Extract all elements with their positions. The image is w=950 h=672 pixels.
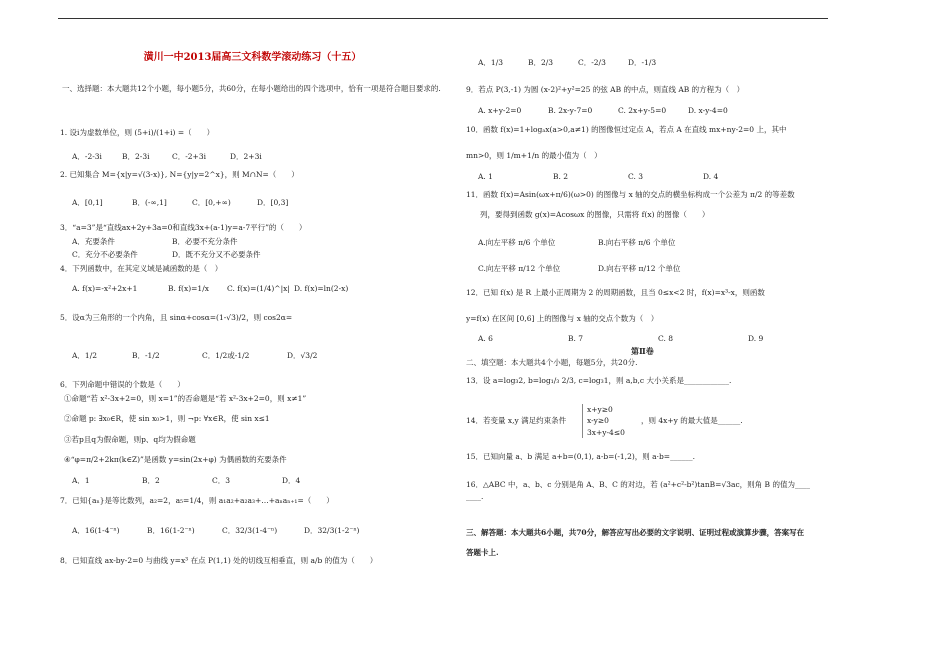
q12-option-d: D. 9 (748, 334, 764, 343)
q7-option-a: A．16(1-4⁻ⁿ) (72, 526, 120, 535)
q13: 13．设 a=log₃2, b=log₁/₃ 2/3, c=log₃1，则 a,b,c 大小关系是____________. (466, 376, 732, 385)
q6-item-4: ④“φ=π/2+2kπ(k∈Z)”是函数 y=sin(2x+φ) 为偶函数的充要条件 (64, 455, 287, 464)
q12-option-a: A. 6 (478, 334, 493, 343)
q12-stem-1: 12．已知 f(x) 是 R 上最小正周期为 2 的周期函数，且当 0≤x<2 时，f(x)=x³-x，则函数 (466, 288, 765, 297)
q8-option-a: A．1/3 (478, 58, 503, 67)
q1-option-d: D．2+3i (230, 152, 262, 161)
part-two-heading: 第Ⅱ卷 (631, 346, 654, 356)
q11-option-a: A.向左平移 π/6 个单位 (478, 238, 556, 247)
q5-option-c: C．1/2或-1/2 (202, 351, 250, 360)
q10-option-b: B. 2 (553, 172, 569, 181)
q4-option-d: D. f(x)=ln(2-x) (294, 284, 349, 293)
q3-option-b: B．必要不充分条件 (172, 237, 238, 246)
q11-option-c: C.向左平移 π/12 个单位 (478, 264, 561, 273)
q11-stem-2: 列，要得到函数 g(x)=Acosωx 的图像，只需将 f(x) 的图像（ ） (480, 210, 710, 219)
q2-option-d: D．[0,3] (257, 198, 289, 207)
q14-conditions (582, 404, 625, 438)
q4-option-a: A. f(x)=-x²+2x+1 (72, 284, 138, 293)
q6-option-b: B．2 (142, 476, 160, 485)
q14-tail: ，则 4x+y 的最大值是______. (641, 416, 743, 425)
q8-option-c: C．-2/3 (578, 58, 606, 67)
q9-option-d: D. x-y-4=0 (688, 106, 728, 115)
q14-cond-3: 3x+y-4≤0 (587, 427, 625, 437)
q9-option-a: A. x+y-2=0 (478, 106, 522, 115)
q4-stem: 4．下列函数中，在其定义域是减函数的是（ ） (60, 264, 223, 273)
q8-option-d: D．-1/3 (628, 58, 657, 67)
q5-stem: 5．设α为三角形的一个内角，且 sinα+cosα=(1-√3)/2，则 cos2α= (60, 313, 293, 322)
q11-stem-1: 11．函数 f(x)=Asin(ωx+π/6)(ω>0) 的图像与 x 轴的交点的横坐标构成一个公差为 π/2 的等差数 (466, 190, 795, 199)
answer-intro-2: 答题卡上. (466, 548, 499, 557)
q6-option-c: C．3 (212, 476, 231, 485)
q9-stem: 9．若点 P(3,-1) 为圆 (x-2)²+y²=25 的弦 AB 的中点，则直线 AB 的方程为（ ） (466, 85, 745, 94)
q6-item-1: ①命题“若 x²-3x+2=0，则 x=1”的否命题是“若 x²-3x+2=0，则 x≠1” (64, 394, 307, 403)
q11-option-d: D.向右平移 π/12 个单位 (598, 264, 681, 273)
q16-continued: ____. (466, 492, 484, 501)
q1-option-c: C．-2+3i (172, 152, 206, 161)
q4-option-b: B. f(x)=1/x (168, 284, 209, 293)
q14-cond-2: x-y≥0 (587, 416, 609, 426)
q14-cond-1: x+y≥0 (587, 405, 613, 414)
q5-option-d: D．√3/2 (287, 351, 318, 360)
left-column (60, 30, 445, 565)
q3-stem: 3．“a=3”是“直线ax+2y+3a=0和直线3x+(a-1)y=a-7平行”的（ ） (60, 223, 307, 232)
q10-option-d: D. 4 (703, 172, 719, 181)
q7-stem: 7．已知{aₙ}是等比数列，a₂=2，a₅=1/4，则 a₁a₂+a₂a₃+…+aₙaₙ₊₁=（ ） (60, 496, 334, 505)
q10-stem-2: mn>0，则 1/m+1/n 的最小值为（ ） (466, 151, 602, 160)
q5-option-a: A．1/2 (72, 351, 97, 360)
q8-stem: 8．已知直线 ax-by-2=0 与曲线 y=x³ 在点 P(1,1) 处的切线互相垂直，则 a/b 的值为（ ） (60, 556, 378, 565)
q16: 16．△ABC 中，a、b、c 分别是角 A、B、C 的对边，若 (a²+c²-b²)tanB=√3ac，则角 B 的值为____ (466, 480, 810, 489)
q10-option-a: A. 1 (478, 172, 493, 181)
answer-intro: 三、解答题：本大题共6小题，共70分，解答应写出必要的文字说明、证明过程或演算步骤，答案写在 (466, 528, 805, 537)
q7-option-d: D．32/3(1-2⁻ⁿ) (304, 526, 360, 535)
q7-option-c: C．32/3(1-4⁻ⁿ) (222, 526, 278, 535)
q3-option-c: C．充分不必要条件 (72, 250, 138, 259)
q5-option-b: B．-1/2 (132, 351, 160, 360)
top-rule (58, 18, 828, 19)
q2-option-a: A．[0,1] (72, 198, 103, 207)
q2-option-c: C．[0,+∞) (192, 198, 231, 207)
q1-option-a: A．-2-3i (72, 152, 102, 161)
q14-stem: 14．若变量 x,y 满足约束条件 (466, 416, 567, 425)
q6-item-3: ③若p且q为假命题，则p、q均为假命题 (64, 435, 196, 444)
q6-option-d: D．4 (282, 476, 301, 485)
q4-option-c: C. f(x)=(1/4)^|x| (227, 284, 290, 293)
q3-option-d: D．既不充分又不必要条件 (172, 250, 261, 259)
q6-stem: 6．下列命题中错误的个数是（ ） (60, 380, 185, 389)
q12-option-b: B. 7 (568, 334, 584, 343)
q9-option-c: C. 2x+y-5=0 (618, 106, 667, 115)
q11-option-b: B.向右平移 π/6 个单位 (598, 238, 676, 247)
page-title: 潢川一中2013届高三文科数学滚动练习（十五） (143, 52, 362, 63)
choice-intro: 一、选择题：本大题共12个小题，每小题5分，共60分，在每小题给出的四个选项中，恰有一项是符合题目要求的. (62, 84, 441, 93)
q9-option-b: B. 2x-y-7=0 (548, 106, 593, 115)
fill-intro: 二、填空题：本大题共4个小题，每题5分，共20分. (466, 358, 638, 367)
q1-option-b: B．2-3i (122, 152, 150, 161)
q8-option-b: B．2/3 (528, 58, 554, 67)
q12-stem-2: y=f(x) 在区间 [0,6] 上的图像与 x 轴的交点个数为（ ） (466, 314, 659, 323)
q15: 15．已知向量 a、b 满足 a+b=(0,1), a-b=(-1,2)，则 a·b=______. (466, 452, 695, 461)
q6-item-2: ②命题 p: ∃x₀∈R，使 sin x₀>1，则 ¬p: ∀x∈R，使 sin x≤1 (64, 414, 270, 423)
q6-option-a: A．1 (72, 476, 90, 485)
q10-stem-1: 10．函数 f(x)=1+logₐx(a>0,a≠1) 的图像恒过定点 A，若点 A 在直线 mx+ny-2=0 上，其中 (466, 125, 787, 134)
q1-stem: 1. 设i为虚数单位，则 (5+i)/(1+i) =（ ） (60, 128, 215, 137)
q3-option-a: A．充要条件 (72, 237, 115, 246)
q2-stem: 2. 已知集合 M={x|y=√(3-x)}, N={y|y=2^x}，则 M∩N=（ ） (60, 170, 299, 179)
q7-option-b: B．16(1-2⁻ⁿ) (147, 526, 195, 535)
q2-option-b: B．(-∞,1] (132, 198, 167, 207)
q12-option-c: C. 8 (658, 334, 674, 343)
q10-option-c: C. 3 (628, 172, 644, 181)
